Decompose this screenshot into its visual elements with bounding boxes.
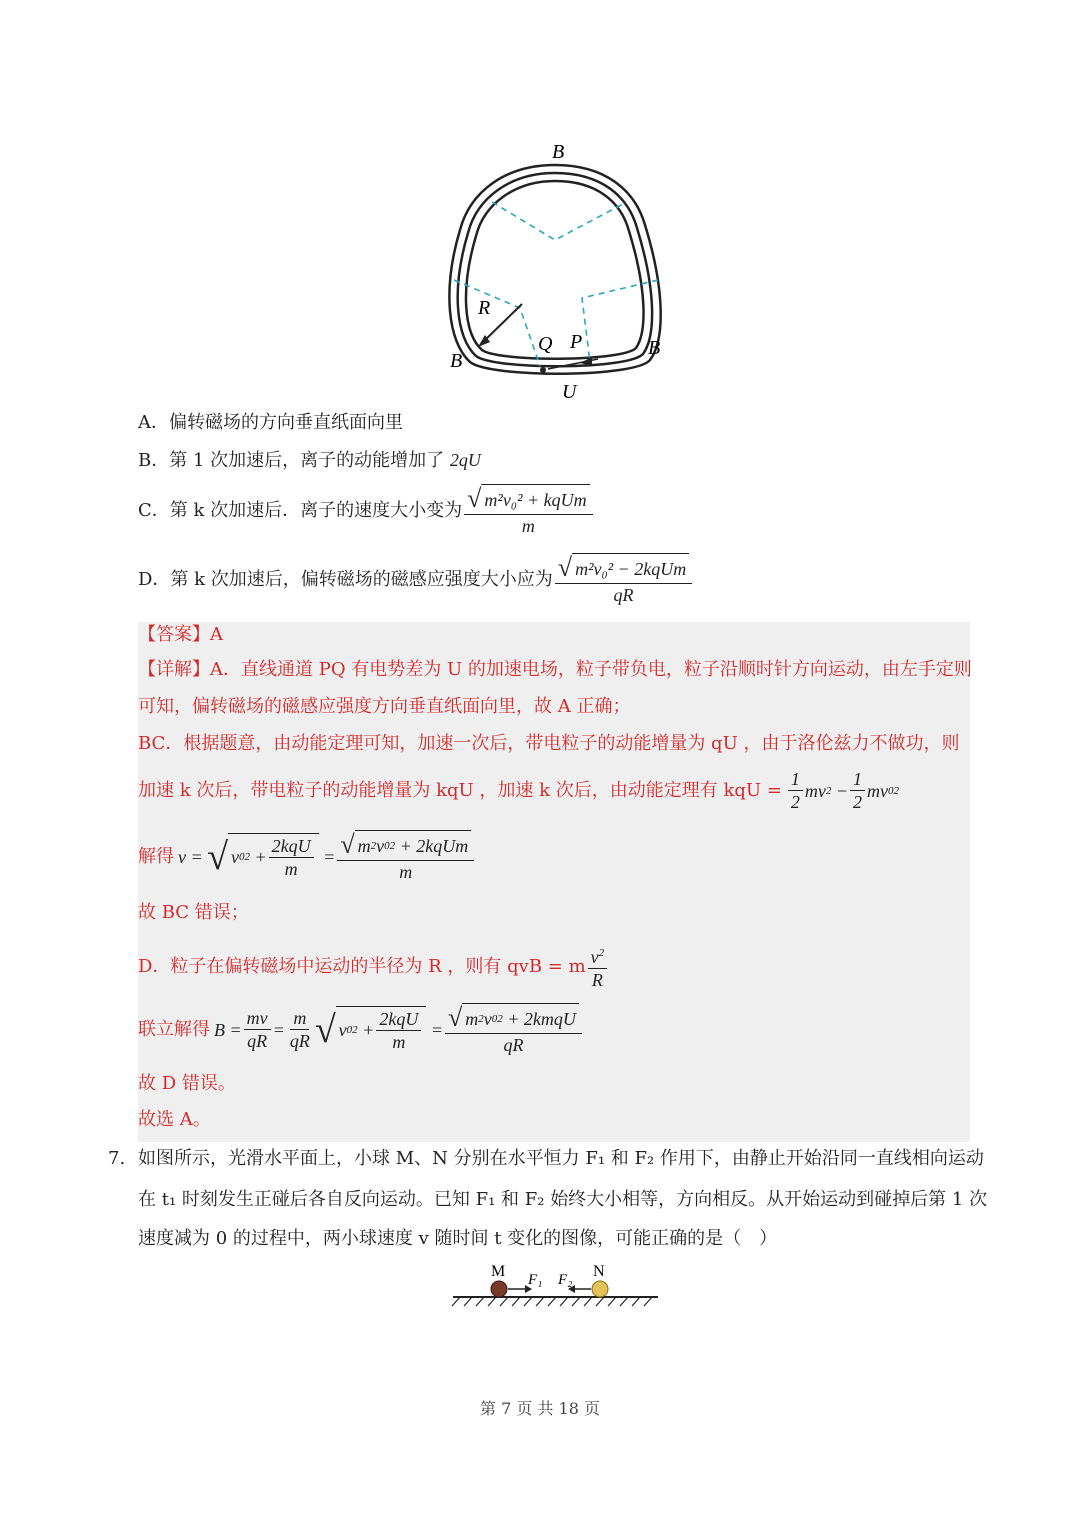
- option-d-denominator: qR: [613, 585, 634, 605]
- question7-number: 7.: [108, 1148, 126, 1169]
- detail-line-4: [138, 768, 899, 813]
- detail-line-3: BC．根据题意，由动能定理可知，加速一次后，带电粒子的动能增量为 qU ，由于洛伦兹力不做功，则: [138, 733, 960, 754]
- detail-line-10: 故选 A。: [138, 1109, 211, 1130]
- field-equation: B = $\frac{mv}{qR}$ = $\frac{m}{qR}$ √ v 0 2 + $\frac{\text{2kqU}}{m}$ = √ m 2 v 0 2 + 2kmqU qR: [214, 1003, 584, 1056]
- option-c-denominator: m: [521, 516, 535, 536]
- detail-line-6: 故 BC 错误；: [138, 902, 249, 923]
- option-c-prefix: C．: [138, 499, 170, 521]
- label-n: N: [593, 1263, 605, 1280]
- accelerator-ring-figure: [430, 130, 680, 405]
- option-b: [138, 447, 481, 474]
- option-c-numerator: m²v₀² + kqUm: [481, 484, 589, 514]
- question7-line-2: 在 t₁ 时刻发生正碰后各自反向运动。已知 F₁ 和 F₂ 始终大小相等，方向相反。从开始运动到碰掉后第 1 次: [138, 1189, 988, 1210]
- label-r: R: [478, 297, 491, 319]
- label-f2: F₂: [558, 1272, 573, 1288]
- option-b-text: 第 1 次加速后，离子的动能增加了: [169, 450, 450, 471]
- detail-line-8: [138, 1003, 584, 1056]
- option-d-fraction: √ m²v₀² − 2kqUm qR: [555, 553, 692, 606]
- option-b-prefix: B．: [138, 450, 170, 471]
- question7-line-3: 速度减为 0 的过程中，两小球速度 v 随时间 t 变化的图像，可能正确的是（ ）: [138, 1228, 778, 1249]
- kinetic-energy-equation: $\frac{1}{2}$ mv 2 − $\frac{1}{2}$ mv 0 2: [786, 768, 899, 813]
- label-b-left: B: [450, 350, 463, 372]
- option-a: [138, 410, 403, 436]
- velocity-equation: v = √ v 0 2 + $\frac{\text{2kqU}}{m}$ = √ m 2 v 0 2 + 2kqUm m: [178, 830, 476, 883]
- question7-line-1: 如图所示，光滑水平面上，小球 M、N 分别在水平恒力 F₁ 和 F₂ 作用下，由静止开始沿同一直线相向运动: [138, 1148, 984, 1169]
- option-b-math: 2qU: [449, 450, 481, 470]
- label-b-top: B: [552, 141, 565, 163]
- radius-fraction: $\frac{v^2}{R}$: [586, 942, 610, 991]
- label-q: Q: [538, 333, 553, 355]
- detail-line-4-text: 加速 k 次后，带电粒子的动能增量为 kqU ，加速 k 次后，由动能定理有 kqU =: [138, 779, 782, 801]
- detail-line-8-prefix: 联立解得: [138, 1018, 210, 1040]
- option-c-fraction: √ m²v₀² + kqUm m: [464, 484, 592, 537]
- ball-n: [592, 1281, 608, 1297]
- ball-m: [491, 1281, 507, 1297]
- detail-line-9: 故 D 错误。: [138, 1073, 236, 1094]
- detail-line-5: [138, 830, 476, 883]
- detail-line-2: 可知，偏转磁场的磁感应强度方向垂直纸面向里，故 A 正确；: [138, 696, 631, 717]
- label-p: P: [570, 331, 583, 353]
- label-b-right: B: [648, 337, 661, 359]
- detail-line-7: [138, 942, 609, 991]
- detail-line-1: [138, 657, 972, 683]
- page-footer: 第 7 页 共 18 页: [480, 1399, 600, 1418]
- option-a-text: 偏转磁场的方向垂直纸面向里: [169, 412, 403, 433]
- option-a-prefix: A．: [138, 412, 169, 433]
- option-d-numerator: m²v₀² − 2kqUm: [572, 553, 689, 583]
- option-c-text: 第 k 次加速后．离子的速度大小变为: [169, 499, 463, 521]
- answer-label: 【答案】A: [138, 624, 223, 645]
- detail-label: 【详解】: [138, 659, 210, 680]
- label-u: U: [562, 381, 577, 403]
- option-c: [138, 484, 595, 537]
- balls-figure: [448, 1262, 663, 1312]
- label-m: M: [491, 1263, 506, 1280]
- option-d-text: 第 k 次加速后，偏转磁场的磁感应强度大小应为: [170, 568, 553, 590]
- option-d: [138, 553, 694, 606]
- option-d-prefix: D．: [138, 568, 171, 590]
- label-f1: F₁: [528, 1272, 543, 1288]
- detail-line-7-text: D．粒子在偏转磁场中运动的半径为 R ，则有 qvB = m: [138, 955, 586, 977]
- detail-line-1-text: A．直线通道 PQ 有电势差为 U 的加速电场，粒子带负电，粒子沿顺时针方向运动，由左手定则: [210, 659, 972, 680]
- detail-line-5-prefix: 解得: [138, 845, 174, 867]
